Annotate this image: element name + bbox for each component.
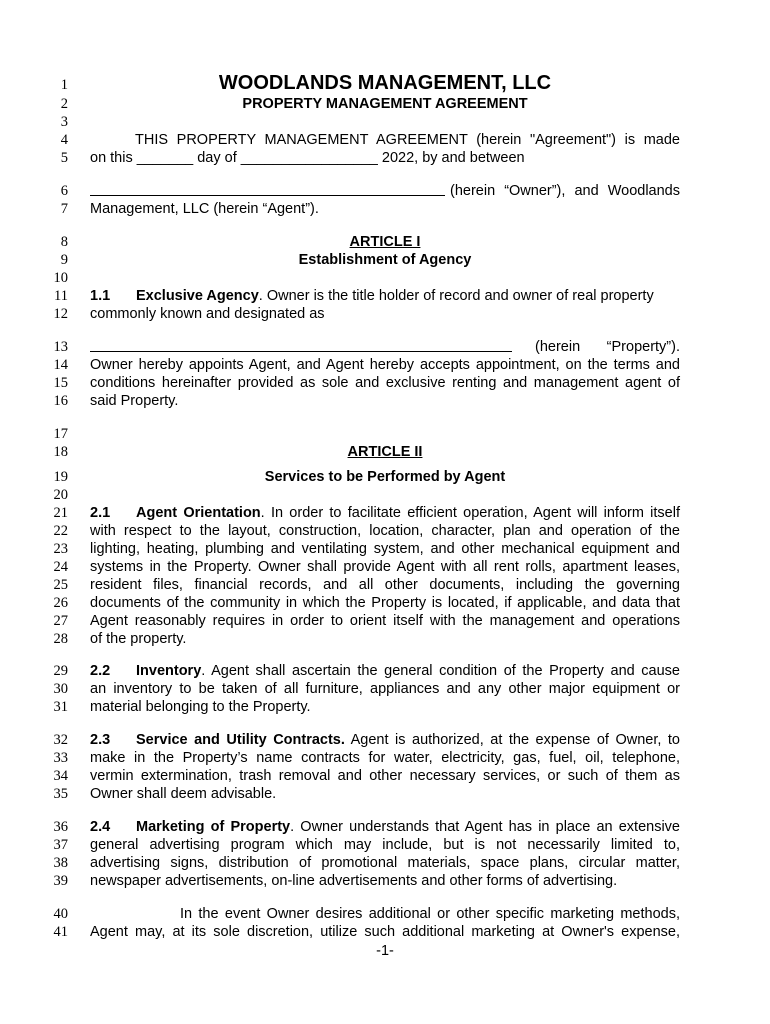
line-number: 41 [53, 924, 68, 940]
line-number: 36 [53, 819, 68, 835]
section-number: 1.1 [90, 288, 111, 304]
line-number: 31 [53, 699, 68, 715]
company-title: WOODLANDS MANAGEMENT, LLC [218, 72, 552, 94]
owner-name-blank [90, 182, 445, 196]
line-number: 17 [53, 426, 68, 442]
section-title: Agent Orientation [136, 505, 261, 521]
line-number: 35 [53, 786, 68, 802]
line-number: 18 [53, 444, 68, 460]
marketing-line-40: In the event Owner desires additional or other specific marketing methods, [180, 906, 680, 922]
line-number: 9 [60, 252, 68, 268]
section-2-1-line-27: Agent reasonably requires in order to orient itself with the management and operations [90, 613, 680, 629]
section-1-1-line-14: Owner hereby appoints Agent, and Agent hereby accepts appointment, on the terms and [90, 357, 680, 373]
line-number: 20 [53, 487, 68, 503]
line-number: 11 [54, 288, 68, 304]
owner-designation: (herein “Owner”), and Woodlands [450, 183, 680, 199]
section-title: Exclusive Agency [136, 288, 259, 304]
section-2-1-line-23: lighting, heating, plumbing and ventilating system, and other mechanical equipment and [90, 541, 680, 557]
line-number: 1 [60, 77, 68, 93]
line-number: 21 [53, 505, 68, 521]
section-title: Service and Utility Contracts. [136, 732, 345, 748]
section-text: Agent is authorized, at the expense of Owner, to [344, 732, 680, 748]
intro-line-7: Management, LLC (herein “Agent”). [90, 201, 319, 217]
section-number: 2.3 [90, 732, 111, 748]
line-number: 19 [53, 469, 68, 485]
intro-line-5: on this _______ day of _________________ 2022, by and between [90, 150, 525, 166]
page-number: -1- [376, 943, 394, 959]
section-2-4-line-39: newspaper advertisements, on-line advertisements and other forms of advertising. [90, 873, 618, 889]
line-number: 8 [60, 234, 68, 250]
section-1-1-line-13 [90, 338, 680, 357]
line-number: 10 [53, 270, 68, 286]
property-designation: (herein “Property”). [535, 339, 680, 355]
line-number: 40 [53, 906, 68, 922]
line-number: 38 [53, 855, 68, 871]
line-number: 14 [53, 357, 68, 373]
line-number: 30 [53, 681, 68, 697]
line-number: 25 [53, 577, 68, 593]
line-number: 29 [53, 663, 68, 679]
line-number: 32 [53, 732, 68, 748]
section-title: Inventory [136, 663, 202, 679]
section-2-1-line-25: resident files, financial records, and all other documents, including the governing [90, 577, 680, 593]
section-1-1-line-12: commonly known and designated as [90, 306, 325, 322]
section-2-1-line-28: of the property. [90, 631, 187, 647]
section-2-1-line-24: systems in the Property. Owner shall provide Agent with all rent rolls, apartment leases, [90, 559, 680, 575]
article-1-subheading: Establishment of Agency [298, 252, 472, 268]
section-2-2-line-30: an inventory to be taken of all furniture, appliances and any other major equipment or [90, 681, 680, 697]
line-number: 5 [60, 150, 68, 166]
line-number: 27 [53, 613, 68, 629]
article-2-subheading: Services to be Performed by Agent [264, 469, 506, 485]
section-1-1-line-15: conditions hereinafter provided as sole and exclusive renting and management agent of [90, 375, 680, 391]
line-number: 6 [60, 183, 68, 199]
section-2-2-line-29 [90, 662, 680, 680]
line-number: 12 [53, 306, 68, 322]
section-number: 2.2 [90, 663, 111, 679]
section-number: 2.1 [90, 505, 111, 521]
line-number: 15 [53, 375, 68, 391]
line-number: 2 [60, 96, 68, 112]
property-address-blank [90, 338, 512, 352]
section-2-1-line-26: documents of the community in which the Property is located, if applicable, and data that [90, 595, 680, 611]
line-number: 3 [60, 114, 68, 130]
line-number: 22 [53, 523, 68, 539]
line-number: 13 [53, 339, 68, 355]
section-2-2-line-31: material belonging to the Property. [90, 699, 311, 715]
section-1-1-line-11 [90, 287, 680, 305]
line-number: 34 [53, 768, 68, 784]
intro-line-6 [90, 182, 680, 201]
section-text: . In order to facilitate efficient operation, Agent will inform itself [260, 505, 680, 521]
line-number: 23 [53, 541, 68, 557]
section-2-1-line-21 [90, 504, 680, 522]
line-number: 33 [53, 750, 68, 766]
section-2-3-line-35: Owner shall deem advisable. [90, 786, 277, 802]
line-number: 37 [53, 837, 68, 853]
section-text: . Owner understands that Agent has in place an extensive [290, 819, 680, 835]
line-number: 28 [53, 631, 68, 647]
section-2-4-line-38: advertising signs, distribution of promotional materials, space plans, circular matter, [90, 855, 680, 871]
line-number: 4 [60, 132, 68, 148]
section-2-1-line-22: with respect to the layout, construction, location, character, plan and operation of the [90, 523, 680, 539]
section-2-3-line-32 [90, 731, 680, 749]
article-2-heading: ARTICLE II [347, 444, 423, 460]
section-number: 2.4 [90, 819, 111, 835]
section-title: Marketing of Property [136, 819, 291, 835]
section-2-4-line-37: general advertising program which may include, but is not necessarily limited to, [90, 837, 680, 853]
article-1-heading: ARTICLE I [349, 234, 421, 250]
section-2-3-line-33: make in the Property’s name contracts for water, electricity, gas, fuel, oil, telephone, [90, 750, 680, 766]
section-text: . Owner is the title holder of record and owner of real property [258, 288, 654, 304]
section-2-3-line-34: vermin extermination, trash removal and other necessary services, or such of them as [90, 768, 680, 784]
section-1-1-line-16: said Property. [90, 393, 179, 409]
line-number: 7 [60, 201, 68, 217]
section-2-4-line-36 [90, 818, 680, 836]
document-title: PROPERTY MANAGEMENT AGREEMENT [242, 96, 528, 112]
intro-line-4: THIS PROPERTY MANAGEMENT AGREEMENT (herein "Agreement") is made [135, 132, 680, 148]
line-number: 16 [53, 393, 68, 409]
section-text: . Agent shall ascertain the general condition of the Property and cause [201, 663, 680, 679]
line-number: 26 [53, 595, 68, 611]
line-number: 24 [53, 559, 68, 575]
line-number: 39 [53, 873, 68, 889]
marketing-line-41: Agent may, at its sole discretion, utilize such additional marketing at Owner's expense, [90, 924, 680, 940]
